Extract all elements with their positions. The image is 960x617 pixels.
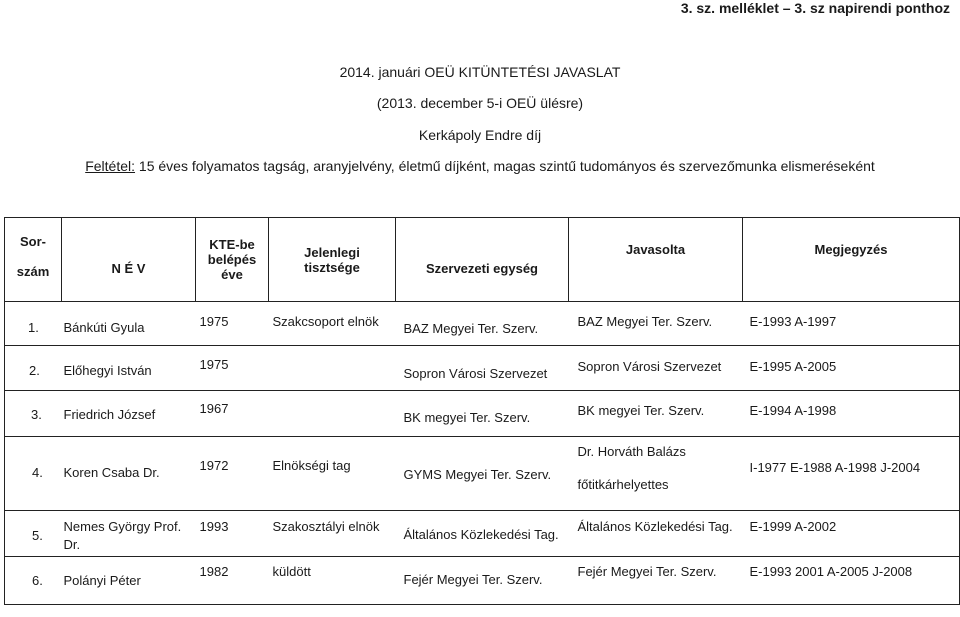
- row-proposer: Sopron Városi Szervezet: [577, 359, 722, 374]
- table-row: [5, 557, 960, 605]
- header-note: 3. sz. melléklet – 3. sz napirendi ponthoz: [680, 0, 950, 16]
- row-number: 5.: [32, 528, 43, 543]
- row-proposer: Dr. Horváth Balázs: [577, 444, 686, 459]
- document-title: 2014. januári OEÜ KITÜNTETÉSI JAVASLAT: [339, 64, 621, 80]
- row-note: E-1995 A-2005: [749, 359, 837, 374]
- table-row: [5, 346, 960, 391]
- table-row: [5, 391, 960, 437]
- row-number: 2.: [29, 363, 40, 378]
- row-proposer: BAZ Megyei Ter. Szerv.: [577, 314, 713, 329]
- col-header-name: N É V: [62, 218, 196, 302]
- row-proposer-title: főtitkárhelyettes: [577, 477, 669, 492]
- row-year: 1982: [199, 564, 229, 579]
- col-header-joined: KTE-be belépés éve: [196, 218, 269, 302]
- row-proposer: Fejér Megyei Ter. Szerv.: [577, 564, 717, 579]
- row-year: 1993: [199, 519, 229, 534]
- row-note: E-1994 A-1998: [749, 403, 837, 418]
- col-header-proposer: Javasolta: [569, 218, 743, 302]
- col-header-number: Sor- szám: [5, 218, 62, 302]
- nomination-table: [4, 217, 960, 605]
- table-row: [5, 302, 960, 346]
- condition-label: Feltétel:: [85, 158, 136, 174]
- row-unit: BK megyei Ter. Szerv.: [403, 410, 531, 425]
- row-name: Nemes György Prof.: [63, 519, 182, 534]
- row-note: I-1977 E-1988 A-1998 J-2004: [749, 460, 921, 475]
- row-position: Szakcsoport elnök: [272, 314, 379, 329]
- row-name: Előhegyi István: [63, 363, 152, 378]
- award-name: Kerkápoly Endre díj: [418, 127, 542, 143]
- row-proposer: BK megyei Ter. Szerv.: [577, 403, 705, 418]
- col-header-unit: Szervezeti egység: [396, 218, 569, 302]
- row-number: 6.: [32, 573, 43, 588]
- condition-text: 15 éves folyamatos tagság, aranyjelvény, életmű díjként, magas szintű tudományos és szervezőmunka elismeréseként: [135, 158, 875, 174]
- row-note: E-1999 A-2002: [749, 519, 837, 534]
- row-year: 1972: [199, 458, 229, 473]
- table-row: [5, 511, 960, 557]
- row-name: Friedrich József: [63, 407, 156, 422]
- table-row: [5, 437, 960, 511]
- row-proposer: Általános Közlekedési Tag.: [577, 519, 733, 534]
- col-header-position: Jelenlegi tisztsége: [269, 218, 396, 302]
- row-unit: Sopron Városi Szervezet: [403, 366, 548, 381]
- row-position: küldött: [272, 564, 311, 579]
- row-name-suffix: Dr.: [63, 537, 81, 552]
- row-name: Bánkúti Gyula: [63, 320, 145, 335]
- award-condition: [0, 158, 960, 174]
- row-unit: BAZ Megyei Ter. Szerv.: [403, 321, 539, 336]
- row-year: 1975: [199, 357, 229, 372]
- row-number: 1.: [28, 320, 39, 335]
- row-name: Polányi Péter: [63, 573, 141, 588]
- table-header-row: [5, 218, 960, 302]
- row-note: E-1993 2001 A-2005 J-2008: [749, 564, 913, 579]
- col-header-note: Megjegyzés: [743, 218, 960, 302]
- row-year: 1975: [199, 314, 229, 329]
- row-unit: Fejér Megyei Ter. Szerv.: [403, 572, 543, 587]
- document-subtitle: (2013. december 5-i OEÜ ülésre): [376, 95, 584, 111]
- row-position: Elnökségi tag: [272, 458, 351, 473]
- row-unit: Általános Közlekedési Tag.: [403, 527, 559, 542]
- row-number: 3.: [31, 407, 42, 422]
- row-number: 4.: [32, 465, 43, 480]
- row-unit: GYMS Megyei Ter. Szerv.: [403, 467, 552, 482]
- row-note: E-1993 A-1997: [749, 314, 837, 329]
- row-position: Szakosztályi elnök: [272, 519, 380, 534]
- row-year: 1967: [199, 401, 229, 416]
- row-name: Koren Csaba Dr.: [63, 465, 160, 480]
